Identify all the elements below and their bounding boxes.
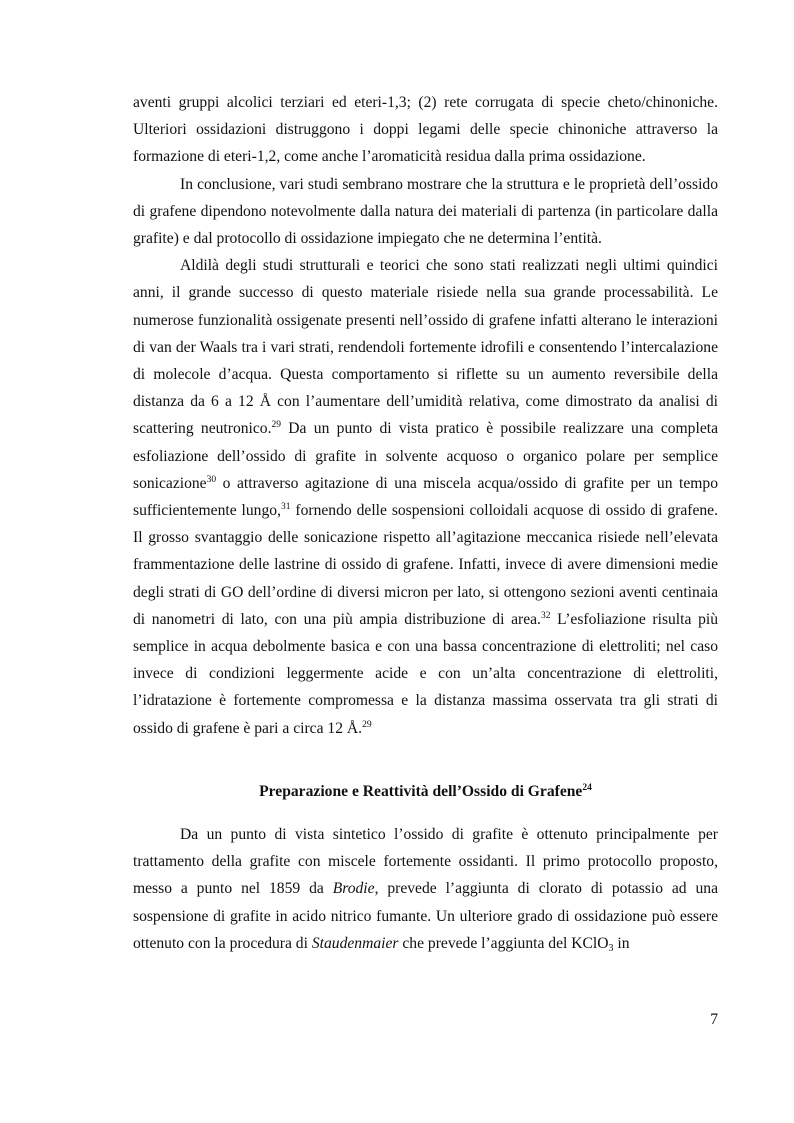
- section-heading: [133, 778, 718, 805]
- italic-text: Staudenmaier: [311, 934, 399, 952]
- citation-superscript: 30: [206, 474, 217, 485]
- section-heading-text: Preparazione e Reattività dell’Ossido di Grafene: [259, 782, 583, 800]
- paragraphs-after-heading: [133, 821, 718, 957]
- citation-superscript: 31: [280, 502, 291, 513]
- section-heading-citation: 24: [582, 782, 592, 793]
- text-run: o attraverso agitazione di una miscela acqua/ossido di grafite per un tempo sufficientemente lungo,: [133, 474, 718, 520]
- page-number: 7: [710, 1011, 718, 1028]
- text-run: in: [613, 934, 630, 952]
- paragraphs-before-heading: [133, 89, 718, 742]
- citation-superscript: 29: [362, 719, 372, 730]
- text-run: , prevede l’aggiunta di clorato di potassio ad una sospensione di grafite in acido nitrico fumante. Un ulteriore grado di ossidazione può essere ottenuto con la procedura di: [133, 880, 718, 952]
- citation-superscript: 32: [540, 610, 551, 621]
- paragraph: [133, 89, 718, 171]
- italic-text: Brodie: [332, 880, 375, 898]
- paragraph: [133, 252, 718, 742]
- text-run: Aldilà degli studi strutturali e teorici che sono stati realizzati negli ultimi quindici anni, il grande successo di questo materiale risiede nella sua grande processabilità. Le numerose funzionalità ossigenate presenti nell’ossido di grafene infatti alterano le interazioni di van der Waals tra i vari strati, rendendoli fortemente idrofili e consentendo l’intercalazione di molecole d’acqua. Questa comportamento si riflette su un aumento reversibile della distanza da 6 a 12 Å con l’aumentare dell’umidità relativa, come dimostrato da analisi di scattering neutronico.: [133, 257, 718, 438]
- paragraph: [133, 171, 718, 253]
- text-run: che prevede l’aggiunta del KClO: [398, 934, 609, 952]
- text-run: L’esfoliazione risulta più semplice in acqua debolmente basica e con una bassa concentrazione di elettroliti; nel caso invece di condizioni leggermente acide e con un’alta concentrazione di elettroliti, l’idratazione è fortemente compromessa e la distanza massima osservata tra gli strati di ossido di grafene è pari a circa 12 Å.: [133, 610, 718, 737]
- paragraph: [133, 821, 718, 957]
- text-run: In conclusione, vari studi sembrano mostrare che la struttura e le proprietà dell’ossido di grafene dipendono notevolmente dalla natura dei materiali di partenza (in particolare dalla grafite) e dal protocollo di ossidazione impiegato che ne determina l’entità.: [133, 175, 718, 248]
- body-text: [133, 89, 718, 957]
- text-run: fornendo delle sospensioni colloidali acquose di ossido di grafene. Il grosso svantaggio delle sonicazione rispetto all’agitazione meccanica risiede nell’elevata frammentazione delle lastrine di ossido di grafene. Infatti, invece di avere dimensioni medie degli strati di GO dell’ordine di diversi micron per lato, si ottengono sezioni aventi centinaia di nanometri di lato, con una più ampia distribuzione di area.: [133, 502, 718, 628]
- subscript: 3: [608, 942, 614, 954]
- text-run: Da un punto di vista pratico è possibile realizzare una completa esfoliazione dell’ossido di grafite in solvente acquoso o organico polare per semplice sonicazione: [133, 420, 718, 492]
- text-run: aventi gruppi alcolici terziari ed eteri-1,3; (2) rete corrugata di specie cheto/chinoniche. Ulteriori ossidazioni distruggono i doppi legami delle specie chinoniche attraverso la formazione di eteri-1,2, come anche l’aromaticità residua dalla prima ossidazione.: [133, 94, 718, 166]
- citation-superscript: 29: [271, 420, 281, 431]
- text-run: Da un punto di vista sintetico l’ossido di grafite è ottenuto principalmente per trattamento della grafite con miscele fortemente ossidanti. Il primo protocollo proposto, messo a punto nel 1859 da: [133, 826, 718, 898]
